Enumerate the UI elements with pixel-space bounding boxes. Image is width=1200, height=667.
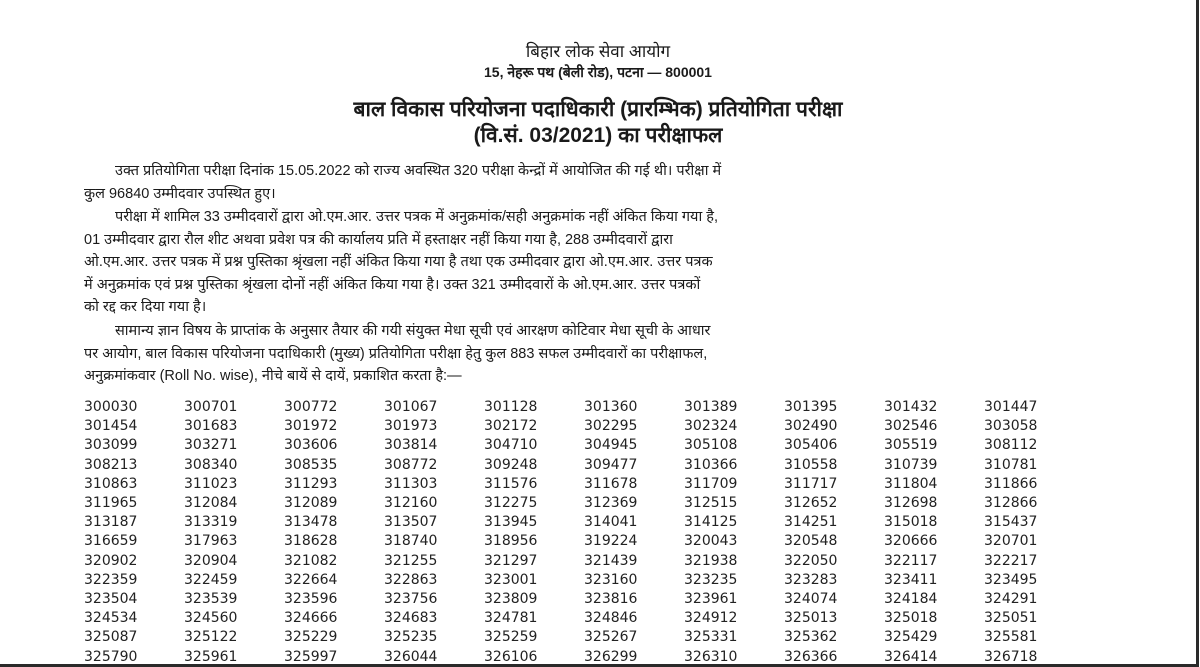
roll-number-cell: 322117 [884, 552, 938, 569]
roll-number-cell: 325259 [484, 629, 538, 646]
roll-number-cell: 324560 [184, 610, 238, 627]
roll-number-cell: 301067 [384, 399, 438, 415]
roll-number-cell: 311717 [784, 475, 838, 492]
roll-number-cell: 326414 [884, 648, 938, 665]
roll-number-cell: 310863 [84, 475, 138, 492]
roll-number-cell: 304945 [584, 437, 638, 454]
roll-number-cell: 314041 [584, 514, 638, 531]
roll-number-cell: 300030 [84, 399, 138, 415]
roll-number-cell: 326106 [484, 648, 538, 665]
roll-number-cell: 312275 [484, 495, 538, 512]
roll-number-cell: 312084 [184, 495, 238, 512]
paragraph-line: उक्त प्रतियोगिता परीक्षा दिनांक 15.05.2022 को राज्य अवस्थित 320 परीक्षा केन्द्रों में आयोजित की गई थी। परीक्षा में [115, 163, 722, 179]
roll-number-cell: 312515 [684, 495, 738, 512]
roll-number-cell: 325235 [384, 629, 438, 646]
roll-number-cell: 324666 [284, 610, 338, 627]
roll-number-cell: 302172 [484, 418, 538, 435]
roll-number-cell: 311866 [984, 475, 1038, 492]
table-row [84, 475, 1084, 494]
paragraph-line: पर आयोग, बाल विकास परियोजना पदाधिकारी (मुख्य) प्रतियोगिता परीक्षा हेतु कुल 883 सफल उम्मीदवारों का परीक्षाफल, [84, 345, 708, 362]
roll-number-cell: 324074 [784, 591, 838, 608]
roll-number-cell: 326366 [784, 648, 838, 665]
roll-number-cell: 325362 [784, 629, 838, 646]
roll-number-cell: 318628 [284, 533, 338, 550]
roll-number-cell: 320548 [784, 533, 838, 550]
table-row [84, 590, 1084, 609]
roll-number-cell: 318956 [484, 533, 538, 550]
roll-number-cell: 300701 [184, 399, 238, 415]
paragraph-exam-details [84, 160, 1069, 205]
roll-number-cell: 321297 [484, 552, 538, 569]
paragraph-line: सामान्य ज्ञान विषय के प्राप्तांक के अनुसार तैयार की गयी संयुक्त मेधा सूची एवं आरक्षण कोटिवार मेधा सूची के आधार [115, 323, 711, 339]
notice-subtitle: (वि.सं. 03/2021) का परीक्षाफल [473, 124, 723, 147]
table-row [84, 513, 1084, 532]
roll-number-cell: 325331 [684, 629, 738, 646]
paragraph-line: परीक्षा में शामिल 33 उम्मीदवारों द्वारा ओ.एम.आर. उत्तर पत्रक में अनुक्रमांक/सही अनुक्रमांक नहीं अंकित किया गया है, [115, 209, 718, 225]
roll-number-cell: 320701 [984, 533, 1038, 550]
roll-number-cell: 312866 [984, 495, 1038, 512]
roll-number-cell: 323816 [584, 591, 638, 608]
table-row [84, 436, 1084, 455]
roll-number-cell: 325267 [584, 629, 638, 646]
roll-number-cell: 309477 [584, 456, 638, 473]
roll-number-cell: 310558 [784, 456, 838, 473]
roll-number-cell: 305519 [884, 437, 938, 454]
roll-number-cell: 322664 [284, 571, 338, 588]
roll-number-cell: 322863 [384, 571, 438, 588]
roll-number-cell: 311023 [184, 475, 238, 492]
roll-number-cell: 325997 [284, 648, 338, 665]
roll-number-cell: 301447 [984, 399, 1038, 415]
roll-number-cell: 302295 [584, 418, 638, 435]
paragraph-result-declaration [84, 320, 1069, 388]
roll-number-cell: 310739 [884, 456, 938, 473]
roll-number-cell: 314125 [684, 514, 738, 531]
roll-number-cell: 326299 [584, 648, 638, 665]
paragraph-line: 01 उम्मीदवार द्वारा रौल शीट अथवा प्रवेश पत्र की कार्यालय प्रति में हस्ताक्षर नहीं किया गया है, 288 उम्मीदवारों द्वारा [84, 231, 673, 248]
roll-number-cell: 311576 [484, 475, 538, 492]
roll-number-cell: 303058 [984, 418, 1038, 435]
roll-number-cell: 325429 [884, 629, 938, 646]
roll-number-cell: 323596 [284, 591, 338, 608]
roll-number-cell: 303814 [384, 437, 438, 454]
roll-number-cell: 324184 [884, 591, 938, 608]
roll-number-cell: 301360 [584, 399, 638, 415]
notice-title: बाल विकास परियोजना पदाधिकारी (प्रारम्भिक) प्रतियोगिता परीक्षा [353, 98, 843, 121]
roll-number-cell: 313319 [184, 514, 238, 531]
roll-number-cell: 323283 [784, 571, 838, 588]
roll-number-cell: 325013 [784, 610, 838, 627]
roll-number-cell: 308213 [84, 456, 138, 473]
organization-name: बिहार लोक सेवा आयोग [525, 42, 671, 61]
table-row [84, 532, 1084, 551]
roll-number-cell: 312652 [784, 495, 838, 512]
paragraph-line: अनुक्रमांकवार (Roll No. wise), नीचे बायें से दायें, प्रकाशित करता है:— [84, 368, 462, 384]
roll-number-cell: 324846 [584, 610, 638, 627]
table-row [84, 398, 1084, 417]
roll-number-cell: 325961 [184, 648, 238, 665]
roll-number-cell: 312698 [884, 495, 938, 512]
roll-number-cell: 321082 [284, 552, 338, 569]
roll-number-cell: 303099 [84, 437, 138, 454]
roll-number-cell: 321938 [684, 552, 738, 569]
roll-number-cell: 301395 [784, 399, 838, 415]
roll-number-cell: 313478 [284, 514, 338, 531]
roll-number-cell: 311293 [284, 475, 338, 492]
roll-number-cell: 322359 [84, 571, 138, 588]
roll-number-cell: 313507 [384, 514, 438, 531]
table-row [84, 648, 1084, 667]
roll-number-cell: 323504 [84, 591, 138, 608]
roll-number-cell: 311303 [384, 475, 438, 492]
roll-number-cell: 305406 [784, 437, 838, 454]
roll-number-cell: 303606 [284, 437, 338, 454]
roll-number-cell: 322217 [984, 552, 1038, 569]
roll-number-cell: 326310 [684, 648, 738, 665]
roll-number-cell: 311965 [84, 495, 138, 512]
roll-number-cell: 320902 [84, 552, 138, 569]
roll-number-cell: 302490 [784, 418, 838, 435]
roll-number-cell: 315018 [884, 514, 938, 531]
roll-number-cell: 317963 [184, 533, 238, 550]
roll-number-cell: 312160 [384, 495, 438, 512]
roll-number-cell: 325087 [84, 629, 138, 646]
table-row [84, 456, 1084, 475]
table-row [84, 552, 1084, 571]
roll-number-cell: 316659 [84, 533, 138, 550]
roll-number-cell: 311678 [584, 475, 638, 492]
roll-number-cell: 324534 [84, 610, 138, 627]
roll-number-cell: 315437 [984, 514, 1038, 531]
table-row [84, 494, 1084, 513]
roll-number-cell: 326718 [984, 648, 1038, 665]
roll-number-cell: 308772 [384, 456, 438, 473]
roll-number-cell: 308535 [284, 456, 338, 473]
table-row [84, 628, 1084, 647]
roll-number-cell: 314251 [784, 514, 838, 531]
roll-number-cell: 324781 [484, 610, 538, 627]
roll-number-cell: 301972 [284, 418, 338, 435]
roll-number-cell: 302324 [684, 418, 738, 435]
roll-number-cell: 325018 [884, 610, 938, 627]
paragraph-line: ओ.एम.आर. उत्तर पत्रक में प्रश्न पुस्तिका श्रृंखला नहीं अंकित किया गया है तथा एक उम्मीदवार द्वारा ओ.एम.आर. उत्तर पत्रक [84, 254, 713, 270]
paragraph-line: को रद्द कर दिया गया है। [84, 299, 207, 315]
roll-number-cell: 326044 [384, 648, 438, 665]
roll-number-cell: 323539 [184, 591, 238, 608]
roll-number-cell: 324683 [384, 610, 438, 627]
roll-number-cell: 323001 [484, 571, 538, 588]
roll-number-cell: 304710 [484, 437, 538, 454]
roll-number-cell: 325790 [84, 648, 138, 665]
paragraph-line: में अनुक्रमांक एवं प्रश्न पुस्तिका श्रृंखला दोनों नहीं अंकित किया गया है। उक्त 321 उम्मीदवारों के ओ.एम.आर. उत्तर पत्रकों [84, 276, 701, 293]
roll-number-cell: 320904 [184, 552, 238, 569]
roll-number-cell: 305108 [684, 437, 738, 454]
roll-number-cell: 301454 [84, 418, 138, 435]
organization-address: 15, नेहरू पथ (बेली रोड), पटना — 800001 [484, 64, 712, 80]
roll-number-cell: 323235 [684, 571, 738, 588]
roll-number-cell: 323756 [384, 591, 438, 608]
roll-number-cell: 324291 [984, 591, 1038, 608]
roll-number-cell: 311709 [684, 475, 738, 492]
roll-number-cell: 322050 [784, 552, 838, 569]
roll-number-cell: 301683 [184, 418, 238, 435]
roll-number-cell: 321255 [384, 552, 438, 569]
roll-number-table [84, 398, 1084, 667]
roll-number-cell: 308340 [184, 456, 238, 473]
roll-number-cell: 310366 [684, 456, 738, 473]
table-row [84, 609, 1084, 628]
roll-number-cell: 302546 [884, 418, 938, 435]
roll-number-cell: 310781 [984, 456, 1038, 473]
paragraph-line: कुल 96840 उम्मीदवार उपस्थित हुए। [84, 185, 276, 202]
roll-number-cell: 325051 [984, 610, 1038, 627]
roll-number-cell: 323495 [984, 571, 1038, 588]
roll-number-cell: 321439 [584, 552, 638, 569]
roll-number-cell: 309248 [484, 456, 538, 473]
roll-number-cell: 319224 [584, 533, 638, 550]
roll-number-cell: 313187 [84, 514, 138, 531]
roll-number-cell: 301973 [384, 418, 438, 435]
roll-number-cell: 301389 [684, 399, 738, 415]
table-row [84, 571, 1084, 590]
roll-number-cell: 323411 [884, 571, 938, 588]
roll-number-cell: 322459 [184, 571, 238, 588]
roll-number-cell: 323809 [484, 591, 538, 608]
roll-number-cell: 320043 [684, 533, 738, 550]
roll-number-cell: 313945 [484, 514, 538, 531]
roll-number-cell: 312089 [284, 495, 338, 512]
roll-number-cell: 320666 [884, 533, 938, 550]
table-row [84, 417, 1084, 436]
roll-number-cell: 311804 [884, 475, 938, 492]
roll-number-cell: 318740 [384, 533, 438, 550]
roll-number-cell: 324912 [684, 610, 738, 627]
roll-number-cell: 301432 [884, 399, 938, 415]
roll-number-table-body [84, 398, 1084, 667]
roll-number-cell: 301128 [484, 399, 538, 415]
roll-number-cell: 323961 [684, 591, 738, 608]
roll-number-cell: 300772 [284, 399, 338, 415]
roll-number-cell: 308112 [984, 437, 1038, 454]
roll-number-cell: 325122 [184, 629, 238, 646]
paragraph-rejected-omr [84, 206, 1069, 319]
roll-number-cell: 323160 [584, 571, 638, 588]
roll-number-cell: 312369 [584, 495, 638, 512]
roll-number-cell: 303271 [184, 437, 238, 454]
roll-number-cell: 325229 [284, 629, 338, 646]
roll-number-cell: 325581 [984, 629, 1038, 646]
